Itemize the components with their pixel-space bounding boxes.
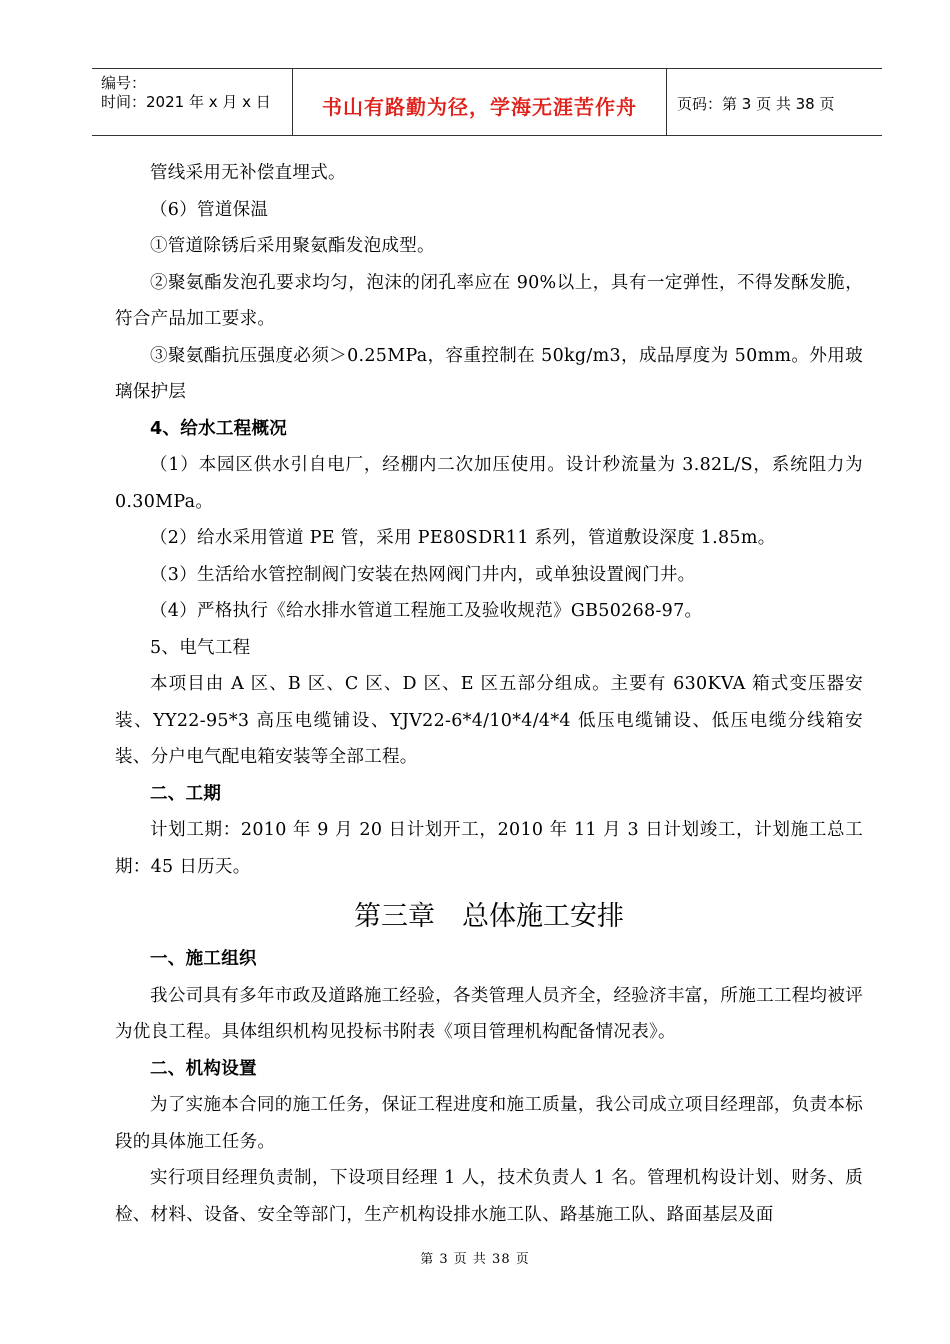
paragraph: 计划工期：2010 年 9 月 20 日计划开工，2010 年 11 月 3 日计划竣工，计划施工总工期：45 日历天。 <box>115 820 863 877</box>
doc-number-label: 编号： <box>101 74 147 92</box>
paragraph: 为了实施本合同的施工任务，保证工程进度和施工质量，我公司成立项目经理部，负责本标段的具体施工任务。 <box>115 1095 863 1152</box>
section-heading: 4、给水工程概况 <box>150 418 288 439</box>
header-page-cell <box>667 69 882 135</box>
paragraph: 本项目由 A 区、B 区、C 区、D 区、E 区五部分组成。主要有 630KVA 箱式变压器安装、YY22-95*3 高压电缆铺设、YJV22-6*4/10*4/4*4 低压电缆铺设、低压电缆分线箱安装、分户电气配电箱安装等全部工程。 <box>115 674 863 767</box>
section-heading: 一、施工组织 <box>150 949 257 969</box>
paragraph: 我公司具有多年市政及道路施工经验，各类管理人员齐全，经验济丰富，所施工工程均被评为优良工程。具体组织机构见投标书附表《项目管理机构配备情况表》。 <box>115 985 863 1042</box>
header-info-cell <box>92 69 293 135</box>
page-footer: 第 3 页 共 38 页 <box>420 1252 530 1267</box>
paragraph: （1）本园区供水引自电厂，经棚内二次加压使用。设计秒流量为 3.82L/S，系统阻力为 0.30MPa。 <box>115 455 863 512</box>
section-heading: 二、机构设置 <box>150 1058 257 1079</box>
section-heading: 5、电气工程 <box>150 637 251 658</box>
paragraph: 管线采用无补偿直埋式。 <box>150 163 346 183</box>
chapter-title: 第三章 总体施工安排 <box>354 901 624 932</box>
paragraph: 实行项目经理负责制，下设项目经理 1 人，技术负责人 1 名。管理机构设计划、财务、质检、材料、设备、安全等部门，生产机构设排水施工队、路基施工队、路面基层及面 <box>115 1168 863 1225</box>
doc-time-label: 时间：2021 年 x 月 x 日 <box>101 93 271 111</box>
paragraph: （4）严格执行《给水排水管道工程施工及验收规范》GB50268-97。 <box>150 601 703 621</box>
paragraph: （2）给水采用管道 PE 管，采用 PE80SDR11 系列，管道敷设深度 1.85m。 <box>150 528 776 548</box>
paragraph: ③聚氨酯抗压强度必须＞0.25MPa，容重控制在 50kg/m3，成品厚度为 50mm。外用玻璃保护层 <box>115 345 863 402</box>
header-motto: 书山有路勤为径，学海无涯苦作舟 <box>322 95 637 119</box>
paragraph: （3）生活给水管控制阀门安装在热网阀门井内，或单独设置阀门井。 <box>150 564 696 585</box>
header-motto-cell <box>293 69 667 135</box>
page-header <box>92 68 882 136</box>
section-heading: 二、工期 <box>150 783 222 804</box>
paragraph: ①管道除锈后采用聚氨酯发泡成型。 <box>150 236 435 256</box>
paragraph: （6）管道保温 <box>150 199 269 220</box>
header-page-number: 页码：第 3 页 共 38 页 <box>677 95 835 113</box>
paragraph: ②聚氨酯发泡孔要求均匀，泡沫的闭孔率应在 90%以上，具有一定弹性，不得发酥发脆，符合产品加工要求。 <box>115 272 863 329</box>
document-body <box>115 155 863 1233</box>
